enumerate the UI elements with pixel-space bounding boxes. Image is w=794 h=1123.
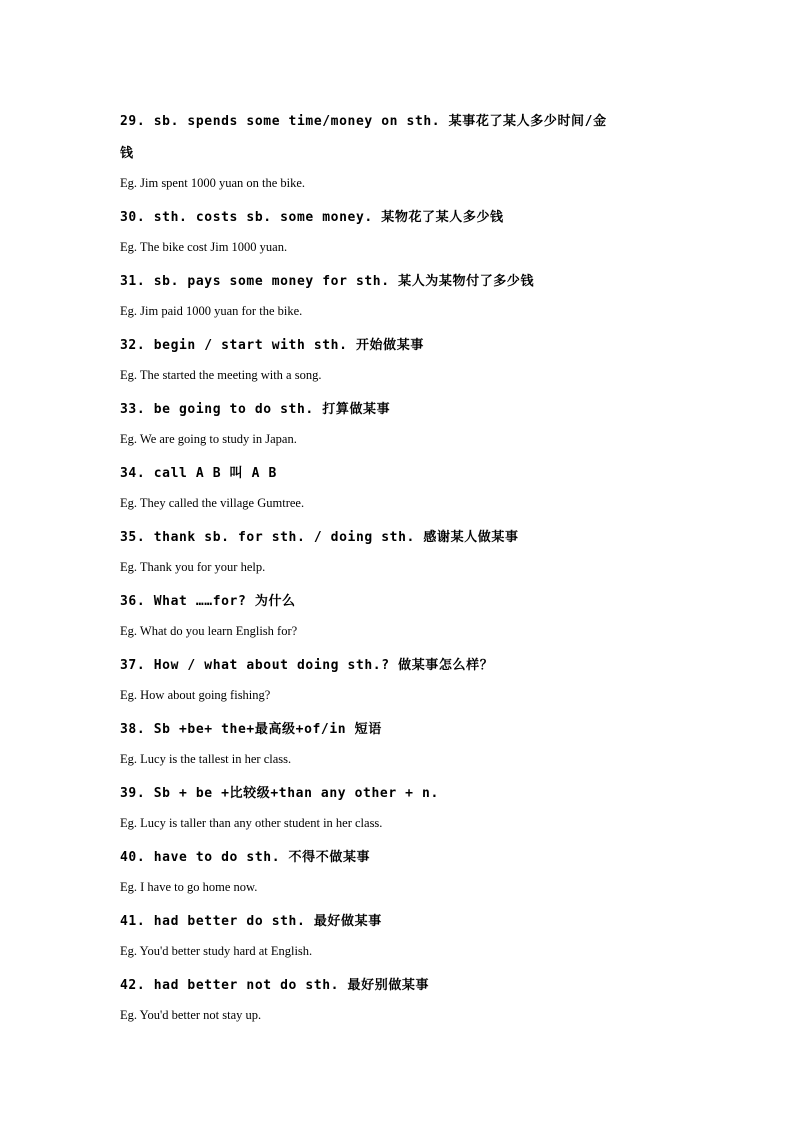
entry-36-phrase [120, 590, 680, 609]
entry-35-phrase [120, 526, 680, 545]
entry-41-phrase [120, 910, 680, 929]
entry-30-example: Eg. The bike cost Jim 1000 yuan. [120, 240, 288, 254]
entry-phrase: have to do sth. 不得不做某事 [153, 850, 371, 865]
entry-31-phrase [120, 270, 680, 289]
entry-33-example: Eg. We are going to study in Japan. [120, 432, 297, 446]
entry-phrase: had better do sth. 最好做某事 [153, 914, 382, 929]
entry-number: 31. [120, 274, 146, 289]
entry-number: 34. [120, 466, 146, 481]
entry-number: 39. [120, 786, 146, 801]
entry-31-example: Eg. Jim paid 1000 yuan for the bike. [120, 304, 303, 318]
entry-phrase: call A B 叫 A B [153, 466, 277, 481]
entry-number: 40. [120, 850, 146, 865]
entry-39-example: Eg. Lucy is taller than any other student in her class. [120, 816, 383, 830]
entry-32-example: Eg. The started the meeting with a song. [120, 368, 322, 382]
entry-40-example: Eg. I have to go home now. [120, 880, 258, 894]
entry-38-example: Eg. Lucy is the tallest in her class. [120, 752, 292, 766]
entry-38-phrase [120, 718, 680, 737]
entry-39-phrase [120, 782, 680, 801]
entry-number: 42. [120, 978, 146, 993]
entry-40-phrase [120, 846, 680, 865]
entry-phrase: How / what about doing sth.? 做某事怎么样？ [153, 658, 494, 673]
entry-34-phrase [120, 462, 680, 481]
entry-number: 33. [120, 402, 146, 417]
entry-number: 36. [120, 594, 146, 609]
entry-phrase: begin / start with sth. 开始做某事 [153, 338, 424, 353]
entry-phrase: sb. spends some time/money on sth. 某事花了某人多少时间/金 [153, 114, 607, 129]
entry-number: 38. [120, 722, 146, 737]
entry-number: 35. [120, 530, 146, 545]
entry-phrase: be going to do sth. 打算做某事 [153, 402, 391, 417]
entry-phrase: thank sb. for sth. / doing sth. 感谢某人做某事 [153, 530, 519, 545]
entry-number: 37. [120, 658, 146, 673]
entry-34-example: Eg. They called the village Gumtree. [120, 496, 305, 510]
entry-phrase: sb. pays some money for sth. 某人为某物付了多少钱 [153, 274, 535, 289]
entry-number: 29. [120, 114, 146, 129]
entry-37-phrase [120, 654, 680, 673]
entry-42-phrase [120, 974, 680, 993]
entry-33-phrase [120, 398, 680, 417]
entry-29-phrase [120, 110, 680, 129]
entry-number: 30. [120, 210, 146, 225]
entry-phrase: Sb +be+ the+最高级+of/in 短语 [153, 722, 382, 737]
entry-29-example: Eg. Jim spent 1000 yuan on the bike. [120, 176, 306, 190]
entry-number: 32. [120, 338, 146, 353]
entry-phrase: What ……for? 为什么 [153, 594, 296, 609]
entry-30-phrase [120, 206, 680, 225]
entry-42-example: Eg. You'd better not stay up. [120, 1008, 262, 1022]
entry-35-example: Eg. Thank you for your help. [120, 560, 266, 574]
entry-phrase: had better not do sth. 最好别做某事 [153, 978, 430, 993]
entry-phrase: Sb + be +比较级+than any other + n. [153, 786, 439, 801]
entry-number: 41. [120, 914, 146, 929]
entry-29-phrase-continued: 钱 [120, 146, 134, 161]
entry-36-example: Eg. What do you learn English for? [120, 624, 298, 638]
entry-41-example: Eg. You'd better study hard at English. [120, 944, 313, 958]
entry-32-phrase [120, 334, 680, 353]
entry-phrase: sth. costs sb. some money. 某物花了某人多少钱 [153, 210, 504, 225]
entry-37-example: Eg. How about going fishing? [120, 688, 271, 702]
